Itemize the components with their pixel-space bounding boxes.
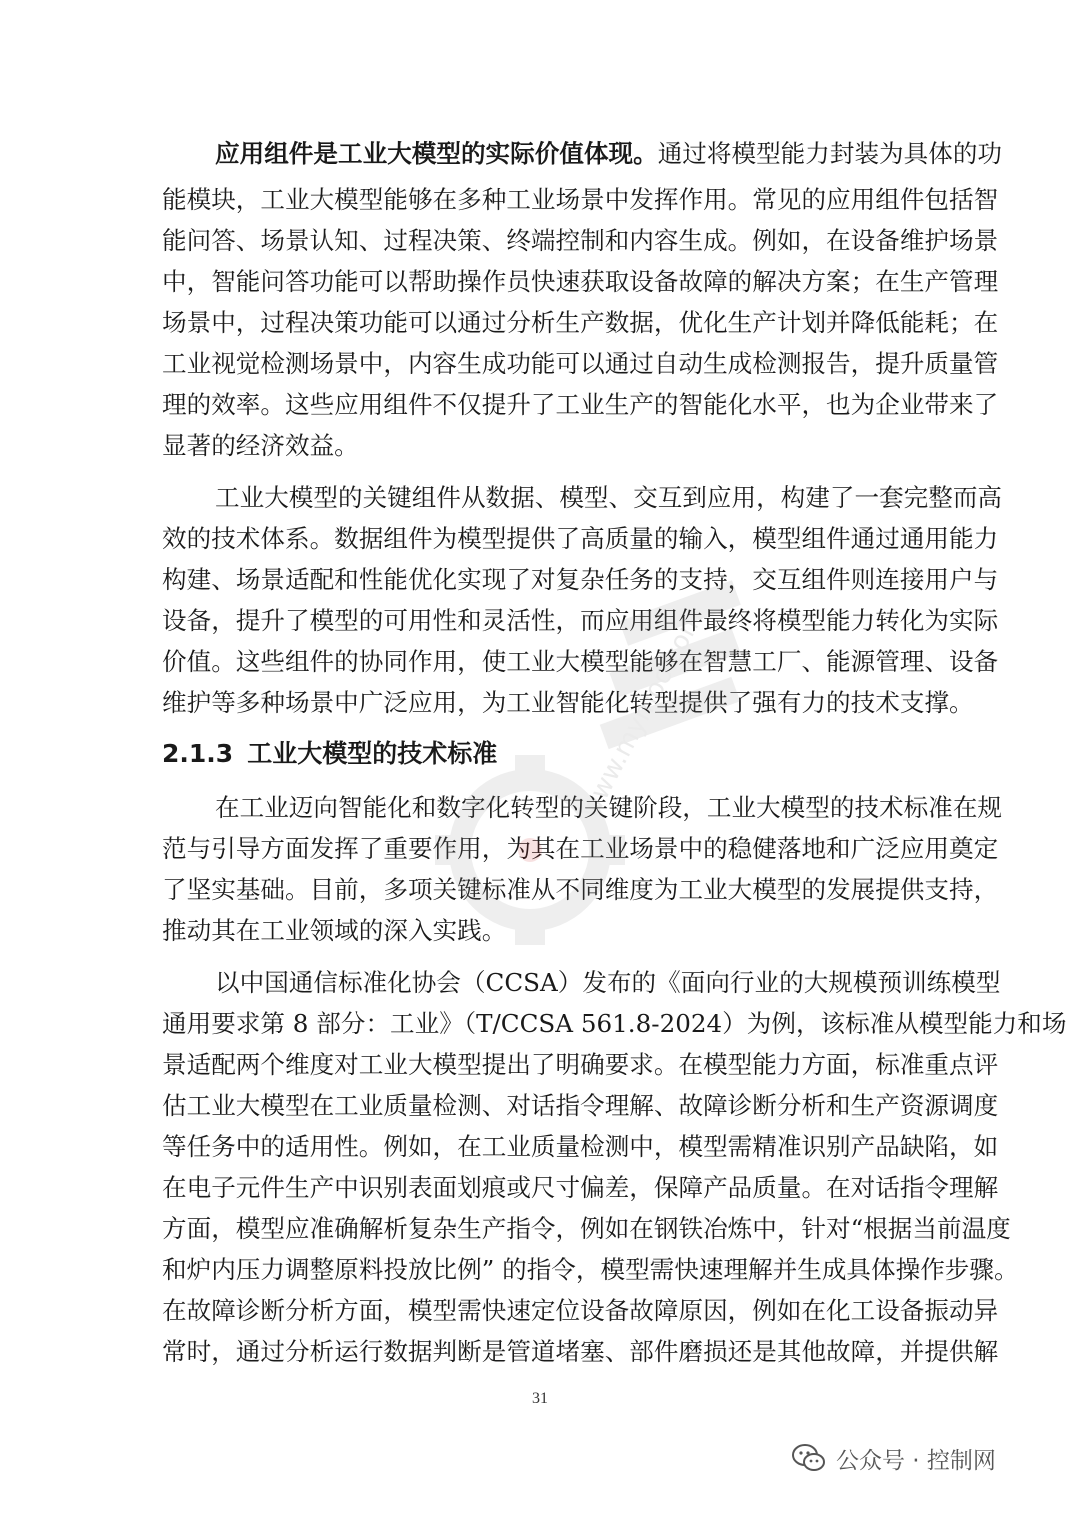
watermark-text: www.mymoo.com	[574, 605, 710, 824]
bold-lead: 应用组件是工业大模型的实际价值体现。	[215, 139, 658, 168]
text-line: 和炉内压力调整原料投放比例” 的指令，模型需快速理解并生成具体操作步骤。	[162, 1255, 1019, 1284]
text-line: 维护等多种场景中广泛应用，为工业智能化转型提供了强有力的技术支撑。	[162, 688, 974, 717]
text-line: 了坚实基础。目前，多项关键标准从不同维度为工业大模型的发展提供支持，	[162, 875, 999, 904]
text-line: 范与引导方面发挥了重要作用，为其在工业场景中的稳健落地和广泛应用奠定	[162, 834, 999, 863]
footer-text: 公众号 · 控制网	[836, 1447, 996, 1474]
text-line: 在电子元件生产中识别表面划痕或尺寸偏差，保障产品质量。在对话指令理解	[162, 1173, 999, 1202]
text-line: 以中国通信标准化协会（CCSA）发布的《面向行业的大规模预训练模型	[215, 968, 1001, 997]
text-line: 在工业迈向智能化和数字化转型的关键阶段，工业大模型的技术标准在规	[215, 793, 1003, 822]
text-line: 显著的经济效益。	[162, 431, 359, 460]
wechat-icon	[792, 1443, 826, 1473]
section-number: 2.1.3	[162, 739, 234, 768]
footer-account	[792, 1438, 996, 1478]
text-line: 工业大模型的关键组件从数据、模型、交互到应用，构建了一套完整而高	[215, 483, 1003, 512]
text-line: 在故障诊断分析方面，模型需快速定位设备故障原因，例如在化工设备振动异	[162, 1296, 999, 1325]
section-heading	[162, 734, 497, 774]
text-line: 场景中，过程决策功能可以通过分析生产数据，优化生产计划并降低能耗；在	[162, 308, 999, 337]
page-number: 31	[532, 1390, 548, 1407]
text-line: 设备，提升了模型的可用性和灵活性，而应用组件最终将模型能力转化为实际	[162, 606, 999, 635]
text-line: 构建、场景适配和性能优化实现了对复杂任务的支持，交互组件则连接用户与	[162, 565, 999, 594]
text-line: 方面，模型应准确解析复杂生产指令，例如在钢铁冶炼中，针对“根据当前温度	[162, 1214, 1011, 1243]
text-line: 推动其在工业领域的深入实践。	[162, 916, 507, 945]
text-line: 能问答、场景认知、过程决策、终端控制和内容生成。例如，在设备维护场景	[162, 226, 999, 255]
text-line: 常时，通过分析运行数据判断是管道堵塞、部件磨损还是其他故障，并提供解	[162, 1337, 999, 1366]
text-line: 景适配两个维度对工业大模型提出了明确要求。在模型能力方面，标准重点评	[162, 1050, 999, 1079]
text-line: 效的技术体系。数据组件为模型提供了高质量的输入，模型组件通过通用能力	[162, 524, 999, 553]
text-line: 理的效率。这些应用组件不仅提升了工业生产的智能化水平，也为企业带来了	[162, 390, 999, 419]
text-line: 价值。这些组件的协同作用，使工业大模型能够在智慧工厂、能源管理、设备	[162, 647, 999, 676]
text-line: 通用要求第 8 部分：工业》（T/CCSA 561.8-2024）为例，该标准从模型能力和场	[162, 1009, 1067, 1038]
text-line: 估工业大模型在工业质量检测、对话指令理解、故障诊断分析和生产资源调度	[162, 1091, 999, 1120]
text-line: 应用组件是工业大模型的实际价值体现。通过将模型能力封装为具体的功	[215, 139, 1003, 168]
text-line: 等任务中的适用性。例如，在工业质量检测中，模型需精准识别产品缺陷，如	[162, 1132, 999, 1161]
text-line: 工业视觉检测场景中，内容生成功能可以通过自动生成检测报告，提升质量管	[162, 349, 999, 378]
section-title: 工业大模型的技术标准	[247, 739, 498, 768]
text-line: 中，智能问答功能可以帮助操作员快速获取设备故障的解决方案；在生产管理	[162, 267, 999, 296]
text-line: 能模块，工业大模型能够在多种工业场景中发挥作用。常见的应用组件包括智	[162, 185, 999, 214]
